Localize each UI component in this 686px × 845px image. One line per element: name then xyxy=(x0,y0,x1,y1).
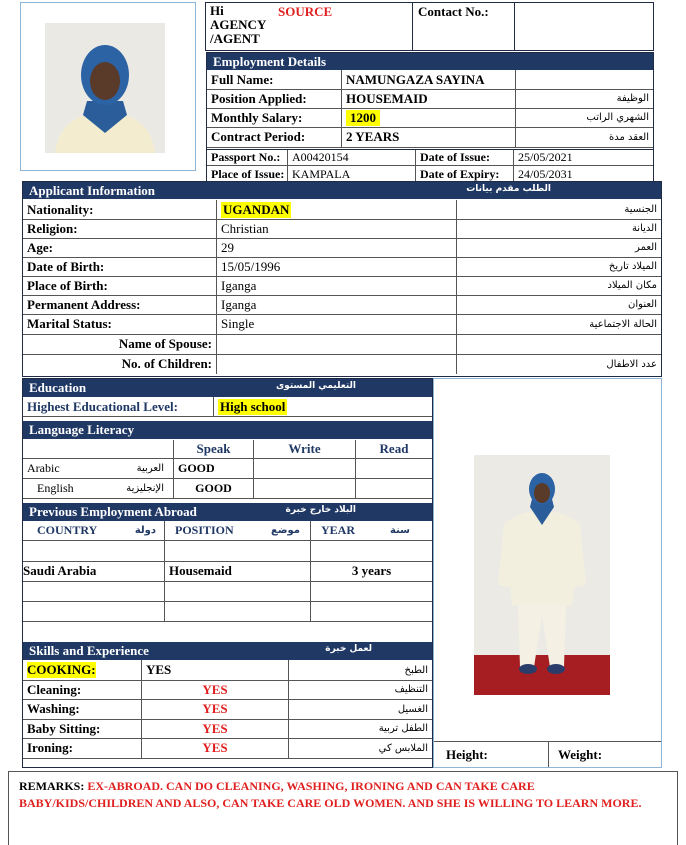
applicant-row: Nationality: UGANDAN الجنسية xyxy=(23,200,661,220)
applicant-row: Date of Birth: 15/05/1996 الميلاد تاريخ xyxy=(23,257,661,277)
previous-row: Saudi Arabia Housemaid 3 years xyxy=(23,561,432,582)
applicant-row: No. of Children: عدد الاطفال xyxy=(23,354,661,374)
left-lower-column xyxy=(22,378,433,768)
previous-row xyxy=(23,601,432,622)
skill-row: Baby Sitting: YES الطفل تربية xyxy=(23,719,432,739)
employment-row: Monthly Salary: 1200 الشهري الراتب xyxy=(207,108,653,128)
full-name-value: NAMUNGAZA SAYINA xyxy=(341,70,515,89)
skill-row: Ironing: YES الملابس كي xyxy=(23,738,432,759)
education-level-value: High school xyxy=(220,398,286,414)
passport-value: A00420154 xyxy=(287,150,415,165)
previous-row xyxy=(23,541,432,562)
language-row: Arabic العربية GOOD xyxy=(23,459,432,479)
applicant-row: Age: 29 العمر xyxy=(23,238,661,258)
language-header: Speak Write Read xyxy=(23,440,432,459)
employment-row: Contract Period: 2 YEARS العقد مدة xyxy=(207,127,653,148)
previous-row xyxy=(23,581,432,602)
weight-label: Weight: xyxy=(558,746,603,762)
applicant-row: Place of Birth: Iganga مكان الميلاد xyxy=(23,276,661,296)
previous-rows xyxy=(23,541,432,621)
skills-rows xyxy=(23,660,432,768)
skills-title: Skills and Experience لعمل خبرة xyxy=(23,642,432,660)
cooking-label: COOKING: xyxy=(27,662,96,677)
remarks-label: REMARKS: xyxy=(19,779,85,793)
applicant-row: Marital Status: Single الحالة الاجتماعية xyxy=(23,314,661,335)
applicant-row: Religion: Christian الديانة xyxy=(23,219,661,239)
previous-header: COUNTRY دولة POSITION موضع YEAR سنة xyxy=(23,521,432,541)
source-label: SOURCE xyxy=(278,4,333,19)
applicant-row: Name of Spouse: xyxy=(23,334,661,355)
remarks-box xyxy=(8,771,678,845)
issue-date-value: 25/05/2021 xyxy=(513,150,653,165)
skill-row: COOKING: YES الطبخ xyxy=(23,660,432,681)
applicant-row: Permanent Address: Iganga العنوان xyxy=(23,295,661,315)
contract-value: 2 YEARS xyxy=(341,127,515,147)
skill-row: Washing: YES الغسيل xyxy=(23,699,432,720)
height-label: Height: xyxy=(446,746,488,762)
remarks-text xyxy=(19,778,641,812)
education-title: Education التعليمي المستوى xyxy=(23,379,432,397)
agency-header xyxy=(205,2,654,51)
language-row: English الإنجليزية GOOD xyxy=(23,479,432,499)
applicant-rows xyxy=(23,200,661,376)
contact-label: Contact No.: xyxy=(418,4,489,19)
place-issue-row: Place of Issue: KAMPALA Date of Expiry: 24/05/2031 xyxy=(207,166,653,182)
agency-label: Hi AGENCY /AGENT xyxy=(210,3,266,46)
place-issue-value: KAMPALA xyxy=(287,166,415,182)
position-value: HOUSEMAID xyxy=(341,89,515,108)
employment-title: Employment Details xyxy=(207,53,653,70)
previous-title: Previous Employment Abroad البلاد خارج خبرة xyxy=(23,503,432,521)
employment-details xyxy=(206,52,654,182)
salary-value: 1200 xyxy=(346,110,380,126)
passport-photo xyxy=(45,23,165,153)
employment-row: Position Applied: HOUSEMAID الوظيفة xyxy=(207,89,653,109)
remarks-line1: EX-ABROAD. CAN DO CLEANING, WASHING, IRONING AND CAN TAKE CARE xyxy=(87,779,535,793)
passport-row: Passport No.: A00420154 Date of Issue: 25/05/2021 xyxy=(207,149,653,166)
employment-row: Full Name: NAMUNGAZA SAYINA xyxy=(207,70,653,90)
full-body-photo xyxy=(474,455,610,695)
right-photo-column xyxy=(433,378,662,768)
language-title: Language Literacy xyxy=(23,421,432,439)
body-stats xyxy=(434,741,661,767)
expiry-value: 24/05/2031 xyxy=(513,166,653,182)
passport-photo-frame xyxy=(20,2,196,171)
skill-row: Cleaning: YES التنظيف xyxy=(23,680,432,700)
applicant-title: Applicant Information الطلب مقدم بيانات xyxy=(23,182,661,199)
applicant-information xyxy=(22,181,662,377)
remarks-line2: BABY/KIDS/CHILDREN AND ALSO, CAN TAKE CARE OLD WOMEN. AND SHE IS WILLING TO LEARN MORE. xyxy=(19,796,642,810)
employment-rows xyxy=(207,70,653,147)
nationality-value: UGANDAN xyxy=(223,201,290,217)
education-row: Highest Educational Level: High school xyxy=(23,397,432,417)
